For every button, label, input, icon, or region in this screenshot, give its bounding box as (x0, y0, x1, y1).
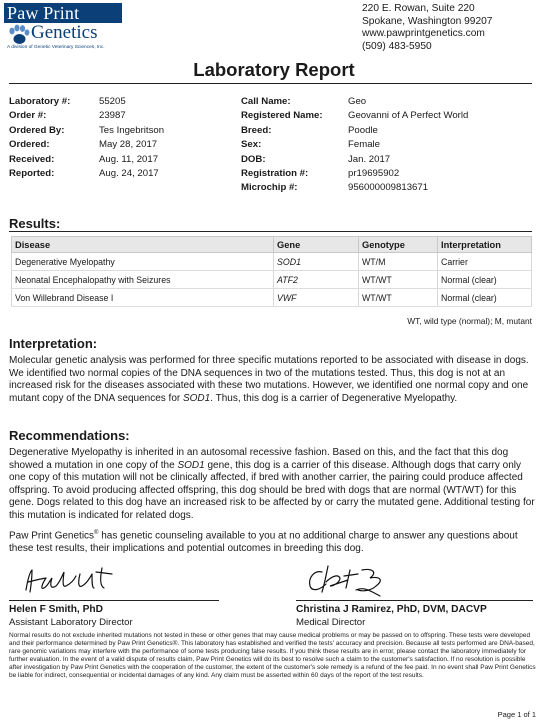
value-breed: Poodle (348, 124, 378, 136)
page-number: Page 1 of 1 (497, 710, 536, 719)
table-row (12, 289, 532, 307)
logo-tagline: A division of Genetic Veterinary Sciences, Inc. (7, 45, 105, 50)
gene-name: SOD1 (182, 392, 211, 404)
recommendations-text (9, 447, 536, 523)
address-line: Spokane, Washington 99207 (362, 15, 493, 27)
value-received: Aug. 11, 2017 (99, 153, 159, 165)
value-order: 23987 (99, 110, 126, 122)
cell-interpretation: Normal (clear) (438, 271, 532, 289)
page-title: Laboratory Report (193, 59, 355, 80)
label-reported: Reported: (9, 168, 55, 180)
label-registration: Registration #: (241, 168, 309, 180)
table-row (12, 271, 532, 289)
table-row (12, 253, 532, 271)
cell-disease: Neonatal Encephalopathy with Seizures (12, 271, 274, 289)
registered-mark: ® (94, 530, 99, 536)
cell-gene: VWF (274, 289, 359, 307)
cell-genotype: WT/WT (359, 271, 438, 289)
counseling-text (9, 527, 536, 556)
interpretation-heading: Interpretation: (9, 336, 98, 351)
signature-line (296, 600, 533, 601)
cell-disease: Degenerative Myelopathy (12, 253, 274, 271)
signer-name: Helen F Smith, PhD (9, 604, 103, 615)
signature-helen-smith (20, 564, 120, 600)
counseling-text-part: has genetic counseling available to you at no additional charge to answer any questions about these test results, their implications and potential outcomes in breeding this dog. (9, 530, 518, 554)
gene-name: SOD1 (177, 459, 205, 471)
table-header-row (12, 237, 532, 253)
signature-christina-ramirez (300, 560, 400, 600)
value-call-name: Geo (348, 96, 367, 107)
label-dob: DOB: (241, 153, 266, 165)
logo-line2: Genetics (31, 22, 98, 43)
recommendations-text-part: gene, this dog is a carrier of this disease. Although dogs that carry only one copy of this mutation will not be clinically affected, if bred with another carrier, the pairing could produce affected offspring. To avoid producing affected offspring, this dog should be bred with dogs that are normal (WT/WT) for this gene. Dogs related to this dog have an increased risk to be affected by or carry the mutated gene. Additional testing for this mutation is indicated for related dogs. (9, 459, 535, 521)
recommendations-heading: Recommendations: (9, 428, 130, 443)
legal-disclaimer: Normal results do not exclude inherited mutations not tested in these or other genes that may cause medical problems or may be passed on to offspring. These tests were developed and their performance determined by Paw Print Genetics®. This laboratory has established and verified the tests' accuracy and precision. Because all tests performed are DNA-based, rare genomic variations may interfere with the performance of some tests producing false results. If you think these results are in error, please contact the laboratory immediately for further evaluation. In the event of a valid dispute of results claim, Paw Print Genetics will do its best to resolve such a claim to the customer's satisfaction. If no resolution is possible after investigation by Paw Print Genetics with the cooperation of the customer, the extent of the customer's sole remedy is a refund of the fee paid. In no event shall Paw Print Genetics be liable for indirect, consequential or incidental damages of any kind. Any claim must be asserted within 60 days of the report of the test results. (9, 632, 536, 679)
value-dob: Jan. 2017 (348, 153, 391, 165)
dog-labels (241, 95, 323, 196)
signer-role: Assistant Laboratory Director (9, 617, 133, 628)
cell-genotype: WT/M (359, 253, 438, 271)
label-received: Received: (9, 153, 55, 165)
website-link[interactable]: www.pawprintgenetics.com (362, 28, 485, 39)
signer-role: Medical Director (296, 617, 366, 628)
cell-gene: SOD1 (274, 253, 359, 271)
order-labels (9, 95, 70, 181)
cell-interpretation: Normal (clear) (438, 289, 532, 307)
address-line: 220 E. Rowan, Suite 220 (362, 3, 475, 14)
signer-name: Christina J Ramirez, PhD, DVM, DACVP (296, 604, 487, 615)
column-header-genotype: Genotype (359, 237, 438, 253)
value-laboratory: 55205 (99, 96, 126, 107)
results-table (11, 236, 532, 307)
order-values (99, 95, 164, 181)
dog-values (348, 95, 468, 196)
label-registered-name: Registered Name: (241, 110, 323, 122)
paw-print-icon (7, 24, 31, 46)
cell-interpretation: Carrier (438, 253, 532, 271)
interpretation-text-part: . Thus, this dog is a carrier of Degenerative Myelopathy. (210, 392, 458, 404)
cell-disease: Von Willebrand Disease I (12, 289, 274, 307)
value-ordered-by: Tes Ingebritson (99, 124, 165, 136)
label-ordered-by: Ordered By: (9, 124, 65, 136)
genotype-legend: WT, wild type (normal); M, mutant (407, 316, 532, 326)
label-ordered: Ordered: (9, 139, 50, 151)
divider (9, 83, 532, 84)
company-logo (4, 3, 122, 49)
lab-address (362, 3, 492, 53)
cell-gene: ATF2 (274, 271, 359, 289)
column-header-gene: Gene (274, 237, 359, 253)
logo-line1: Paw Print (4, 3, 122, 23)
phone-number: (509) 483-5950 (362, 40, 432, 52)
cell-genotype: WT/WT (359, 289, 438, 307)
interpretation-text-part: Molecular genetic analysis was performed for three specific mutations reported to be associated with disease in dogs. We identified two normal copies of the DNA sequences in two of the mutations tested. Thus, this dog is not at an increased risk for the diseases associated with these two mutations. However, we identified one normal copy and one mutant copy of the DNA sequences for (9, 355, 529, 404)
label-call-name: Call Name: (241, 96, 291, 107)
value-ordered: May 28, 2017 (99, 139, 158, 151)
value-reported: Aug. 24, 2017 (99, 168, 159, 180)
value-registered-name: Geovanni of A Perfect World (348, 110, 469, 122)
label-laboratory: Laboratory #: (9, 96, 71, 107)
column-header-interpretation: Interpretation (438, 237, 532, 253)
value-sex: Female (348, 139, 380, 151)
interpretation-text (9, 355, 536, 405)
label-order: Order #: (9, 110, 47, 122)
counseling-text-part: Paw Print Genetics (9, 530, 95, 542)
label-microchip: Microchip #: (241, 182, 298, 194)
value-microchip: 956000009813671 (348, 182, 429, 194)
signature-line (9, 600, 219, 601)
column-header-disease: Disease (12, 237, 274, 253)
recommendations-text-part: Degenerative Myelopathy is inherited in an autosomal recessive fashion. Based on this, and the fact that this dog showed a mutation in one copy of the (9, 447, 509, 471)
label-sex: Sex: (241, 139, 262, 151)
value-registration: pr19695902 (348, 168, 400, 180)
results-heading: Results: (9, 216, 61, 231)
divider (9, 231, 532, 232)
label-breed: Breed: (241, 124, 272, 136)
